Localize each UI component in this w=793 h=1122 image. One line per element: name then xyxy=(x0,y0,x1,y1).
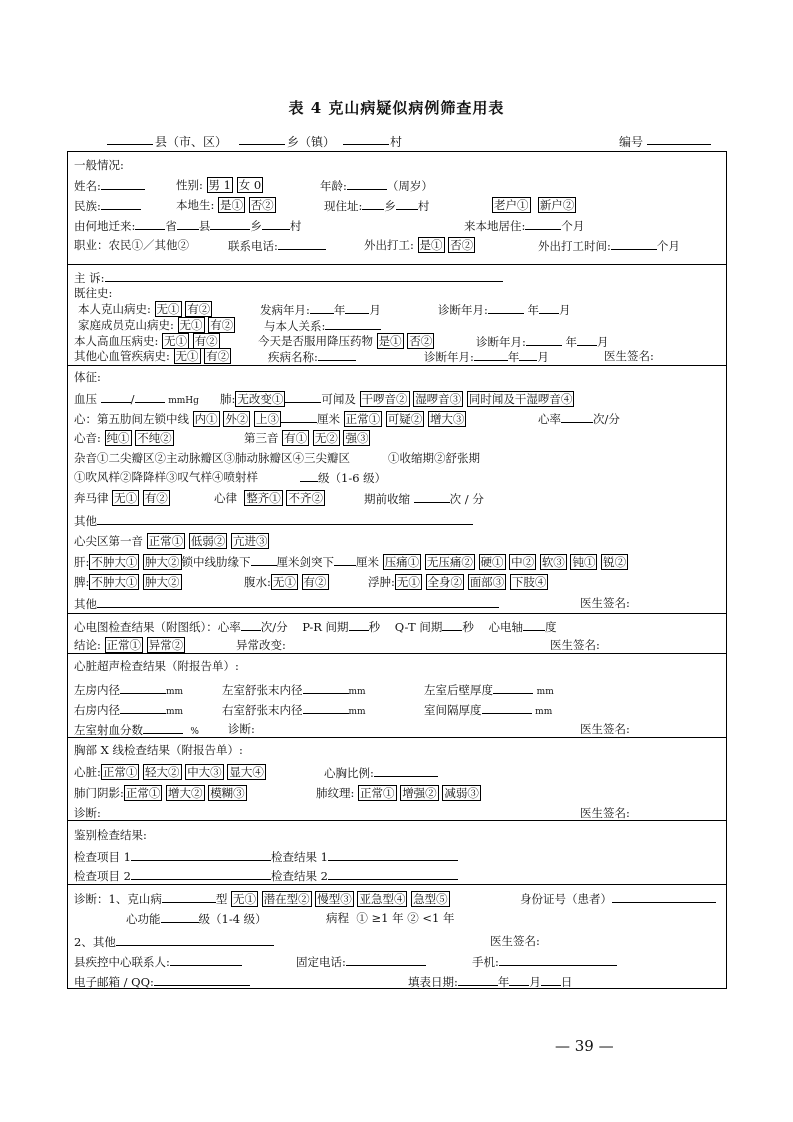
murmur-phase-row: ①收缩期②舒张期 xyxy=(388,451,480,465)
lvpw-row: 左室后壁厚度 mm xyxy=(424,683,554,697)
heart-sound-row: 心音: 纯① 不纯② xyxy=(74,431,172,445)
xray-heart-row: 心脏: 正常① 轻大② 中大③ 显大④ xyxy=(74,765,264,779)
divider xyxy=(68,653,726,654)
id-row: 身份证号（患者） xyxy=(520,891,716,906)
email-row: 电子邮箱 / QQ: xyxy=(74,974,250,989)
past-history-heading: 既往史: xyxy=(74,286,113,300)
diagnosis-row: 诊断：1、克山病 型 无① 潜在型② 慢型③ 亚急型④ 急型⑤ xyxy=(74,892,448,906)
other-diag-row: 2、其他 xyxy=(74,934,274,949)
relation-row: 与本人关系: xyxy=(264,318,381,333)
chief-complaint-row: 主 诉: xyxy=(74,270,503,285)
exam-other2-row: 其他 xyxy=(74,596,499,611)
lung-row: 肺: 无改变① 可闻及 干啰音② 湿啰音③ 同时闻及干湿啰音④ xyxy=(220,392,573,406)
address-row: 现住址: 乡 村 xyxy=(324,199,430,213)
xray-doctor: 医生签名: xyxy=(580,806,630,820)
apex-row: 心尖区第一音 正常① 低弱② 亢进③ xyxy=(74,534,268,548)
family-ks-row: 家庭成员克山病史: 无① 有② xyxy=(78,318,234,332)
func-row: 心功能 级（1-4 级） xyxy=(126,912,267,926)
ethnicity-row: 民族: xyxy=(74,198,141,213)
residence-row: 来本地居住: 个月 xyxy=(464,219,585,233)
echo-doctor: 医生签名: xyxy=(580,722,630,736)
ascites-row: 腹水: 无① 有② xyxy=(244,575,327,589)
divider xyxy=(68,884,726,885)
date-row: 填表日期: 年 月 日 xyxy=(408,975,573,989)
migrant-yes[interactable]: 是① xyxy=(419,238,443,252)
local-row: 本地生: 是① 否② xyxy=(176,198,274,212)
rhythm-row: 心律 整齐① 不齐② xyxy=(214,491,323,505)
number-label: 编号 xyxy=(619,135,644,149)
la-row: 左房内径 mm xyxy=(74,683,184,697)
divider xyxy=(68,365,726,366)
local-no[interactable]: 否② xyxy=(250,198,274,212)
ra-row: 右房内径 mm xyxy=(74,703,184,717)
xray-diag: 诊断: xyxy=(74,806,101,820)
ecg-change-row: 异常改变: xyxy=(236,638,286,652)
ratio-row: 心胸比例: xyxy=(324,765,438,780)
ecg-doctor: 医生签名: xyxy=(550,638,600,652)
migrant-row: 外出打工: 是① 否② xyxy=(364,238,474,252)
hilum-row: 肺门阴影: 正常① 增大② 模糊③ xyxy=(74,786,245,800)
diff-row-1: 检查项目 1 检查结果 1 xyxy=(74,849,458,864)
household-row xyxy=(492,198,576,212)
rved-row: 右室舒张末内径 mm xyxy=(222,703,366,717)
old-household[interactable]: 老户① xyxy=(494,198,529,212)
ecg-conclusion-row: 结论: 正常① 异常② xyxy=(74,638,184,652)
mobile-row: 手机: xyxy=(472,954,617,969)
diag-row-3: 诊断年月: 年 月 xyxy=(424,350,549,364)
divider xyxy=(68,264,726,265)
disease-row: 疾病名称: xyxy=(268,349,356,364)
history-doctor: 医生签名: xyxy=(604,349,654,363)
village-label: 村 xyxy=(390,135,403,149)
female-option[interactable]: 女 0 xyxy=(238,178,262,192)
county-label: 县（市、区） xyxy=(155,135,228,149)
spleen-row: 脾: 不肿大① 肿大② xyxy=(74,575,180,589)
ivs-row: 室间隔厚度 mm xyxy=(424,703,553,717)
gallop-row: 奔马律 无① 有② xyxy=(74,491,168,505)
course-row: 病程 ① ≥1 年 ② <1 年 xyxy=(326,911,455,925)
age-row: 年龄: （周岁） xyxy=(320,179,433,193)
phone-row: 联系电话: xyxy=(228,238,326,253)
migrant-no[interactable]: 否② xyxy=(450,238,474,252)
diff-heading: 鉴别检查结果: xyxy=(74,828,147,842)
diagnosis-doctor: 医生签名: xyxy=(490,934,540,948)
exam-other-row: 其他 xyxy=(74,513,473,528)
contact-row: 县疾控中心联系人: xyxy=(74,954,242,969)
meds-row: 今天是否服用降压药物 是① 否② xyxy=(258,334,433,348)
diff-row-2: 检查项目 2 检查结果 2 xyxy=(74,868,458,883)
gender-row: 性别: 男 1 女 0 xyxy=(176,178,262,192)
male-option[interactable]: 男 1 xyxy=(208,178,232,192)
phone-field[interactable] xyxy=(278,238,326,250)
divider xyxy=(68,613,726,614)
bp-row: 血压 / mmHg xyxy=(74,392,199,406)
heart-border-row: 心：第五肋间左锁中线 内① 外② 上③ 厘米 正常① 可疑② 增大③ xyxy=(74,412,465,426)
self-ks-row: 本人克山病史: 无① 有② xyxy=(78,302,211,316)
lved-row: 左室舒张末内径 mm xyxy=(222,683,366,697)
tel-row: 固定电话: xyxy=(296,954,426,969)
name-field[interactable] xyxy=(101,178,145,190)
new-household[interactable]: 新户② xyxy=(539,198,575,212)
premature-row: 期前收缩 次 / 分 xyxy=(364,492,484,506)
diag-row-2: 诊断年月: 年 月 xyxy=(476,335,609,349)
page-title: 表 4 克山病疑似病例筛查用表 xyxy=(288,99,505,117)
page-number: — 39 — xyxy=(555,1037,614,1055)
chief-complaint-field[interactable] xyxy=(105,270,503,282)
echo-heading: 心脏超声检查结果（附报告单）: xyxy=(74,659,239,673)
xray-heading: 胸部 X 线检查结果（附报告单）: xyxy=(74,743,243,757)
exam-doctor: 医生签名: xyxy=(580,596,630,610)
ethnicity-field[interactable] xyxy=(101,198,141,210)
from-row: 由何地迁来: 省 县 乡 村 xyxy=(74,219,302,233)
screening-form xyxy=(67,151,727,989)
diag-row-1: 诊断年月: 年 月 xyxy=(438,303,571,317)
general-heading: 一般情况: xyxy=(74,158,124,172)
heart-rate-row: 心率 次/分 xyxy=(538,412,620,426)
murmur-type-row: ①吹风样②降降样③叹气样④喷射样 xyxy=(74,470,258,484)
ecg-row: 心电图检查结果（附图纸）：心率 次/分 P-R 间期 秒 Q-T 间期 秒 心电轴 度 xyxy=(74,620,557,634)
murmur-row: 杂音①二尖瓣区②主动脉瓣区③肺动脉瓣区④三尖瓣区 xyxy=(74,451,350,465)
murmur-grade-row: 级（1-6 级） xyxy=(300,470,386,485)
divider xyxy=(68,820,726,821)
texture-row: 肺纹理: 正常① 增强② 减弱③ xyxy=(316,786,479,800)
migrant-time-row: 外出打工时间: 个月 xyxy=(538,239,680,253)
ef-row: 左室射血分数 % xyxy=(74,723,199,737)
township-label: 乡（镇） xyxy=(287,135,336,149)
name-row: 姓名: xyxy=(74,178,145,193)
other-cv-row: 其他心血管疾病史: 无① 有② xyxy=(74,349,230,363)
liver-row: 肝: 不肿大① 肿大② 锁中线肋缘下 厘米剑突下 厘米 压痛① 无压痛② 硬① 中② 软③ 钝① 锐② xyxy=(74,555,627,569)
self-htn-row: 本人高血压病史: 无① 有② xyxy=(74,334,218,348)
edema-row: 浮肿: 无① 全身② 面部③ 下肢④ xyxy=(368,575,547,589)
job-row: 职业：农民①／其他② xyxy=(74,238,189,252)
exam-heading: 体征: xyxy=(74,370,101,384)
echo-diag: 诊断: xyxy=(228,722,255,736)
onset-row: 发病年月: 年 月 xyxy=(260,303,381,317)
local-yes[interactable]: 是① xyxy=(220,198,244,212)
form-header xyxy=(67,133,727,151)
third-sound-row: 第三音 有① 无② 强③ xyxy=(244,431,369,445)
age-field[interactable] xyxy=(347,178,387,190)
